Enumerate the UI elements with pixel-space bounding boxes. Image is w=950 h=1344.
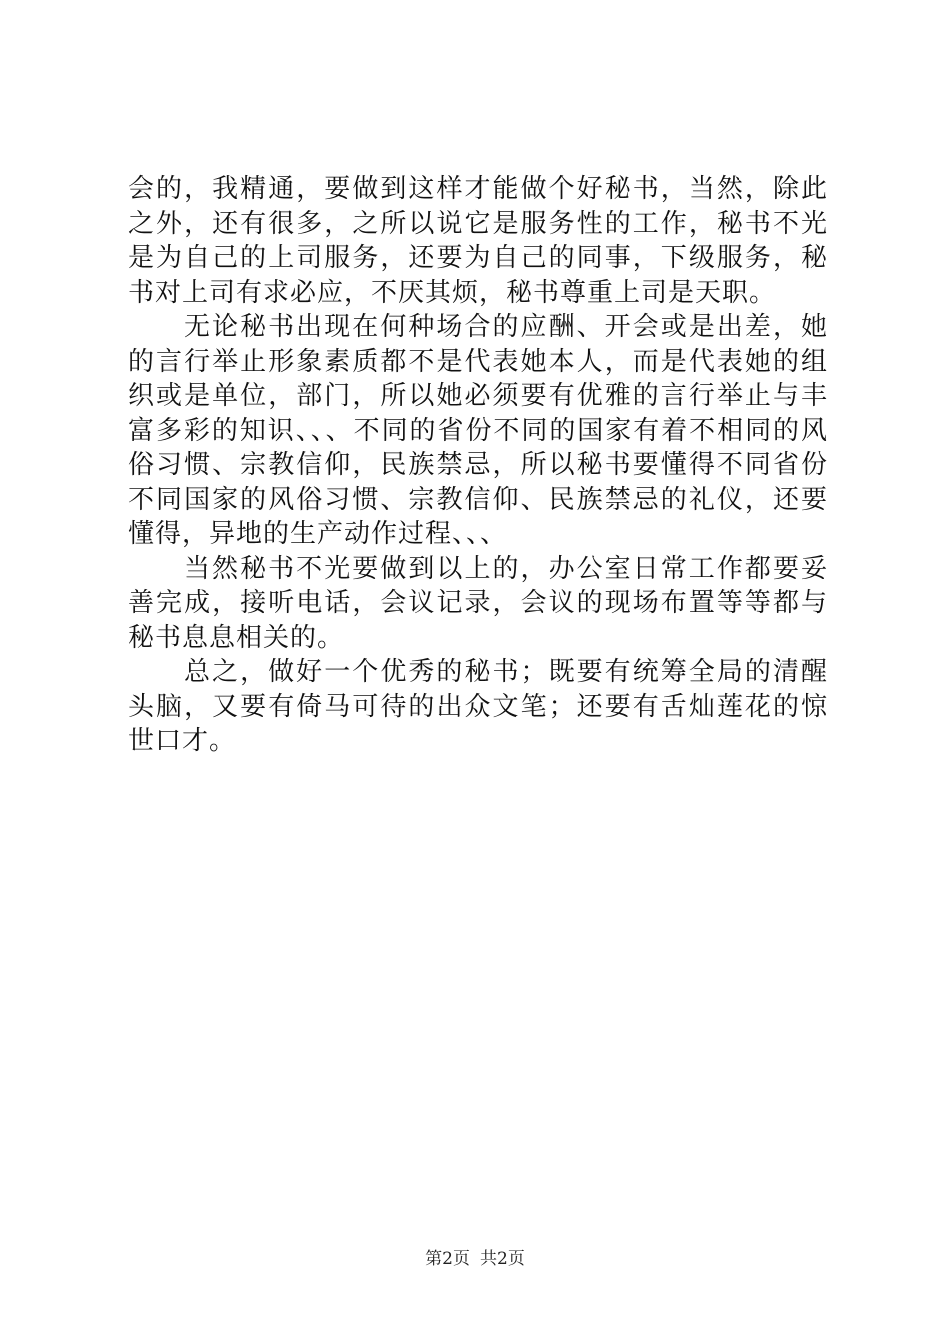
paragraph-3: 当然秘书不光要做到以上的，办公室日常工作都要妥善完成，接听电话，会议记录，会议的现场布置等等都与秘书息息相关的。 [128,553,828,653]
page-number-total: 共2页 [480,1249,525,1269]
page-footer [0,1244,950,1269]
page-number-current: 第2页 [425,1249,470,1269]
document-body [128,172,828,759]
paragraph-2: 无论秘书出现在何种场合的应酬、开会或是出差，她的言行举止形象素质都不是代表她本人，而是代表她的组织或是单位，部门，所以她必须要有优雅的言行举止与丰富多彩的知识、、、不同的省份不同的国家有着不相同的风俗习惯、宗教信仰，民族禁忌，所以秘书要懂得不同省份不同国家的风俗习惯、宗教信仰、民族禁忌的礼仪，还要懂得，异地的生产动作过程、、、 [128,312,828,549]
paragraph-1: 会的，我精通，要做到这样才能做个好秘书，当然，除此之外，还有很多，之所以说它是服务性的工作，秘书不光是为自己的上司服务，还要为自己的同事，下级服务，秘书对上司有求必应，不厌其烦，秘书尊重上司是天职。 [128,174,828,308]
paragraph-4: 总之，做好一个优秀的秘书；既要有统筹全局的清醒头脑，又要有倚马可待的出众文笔；还要有舌灿莲花的惊世口才。 [128,657,828,756]
